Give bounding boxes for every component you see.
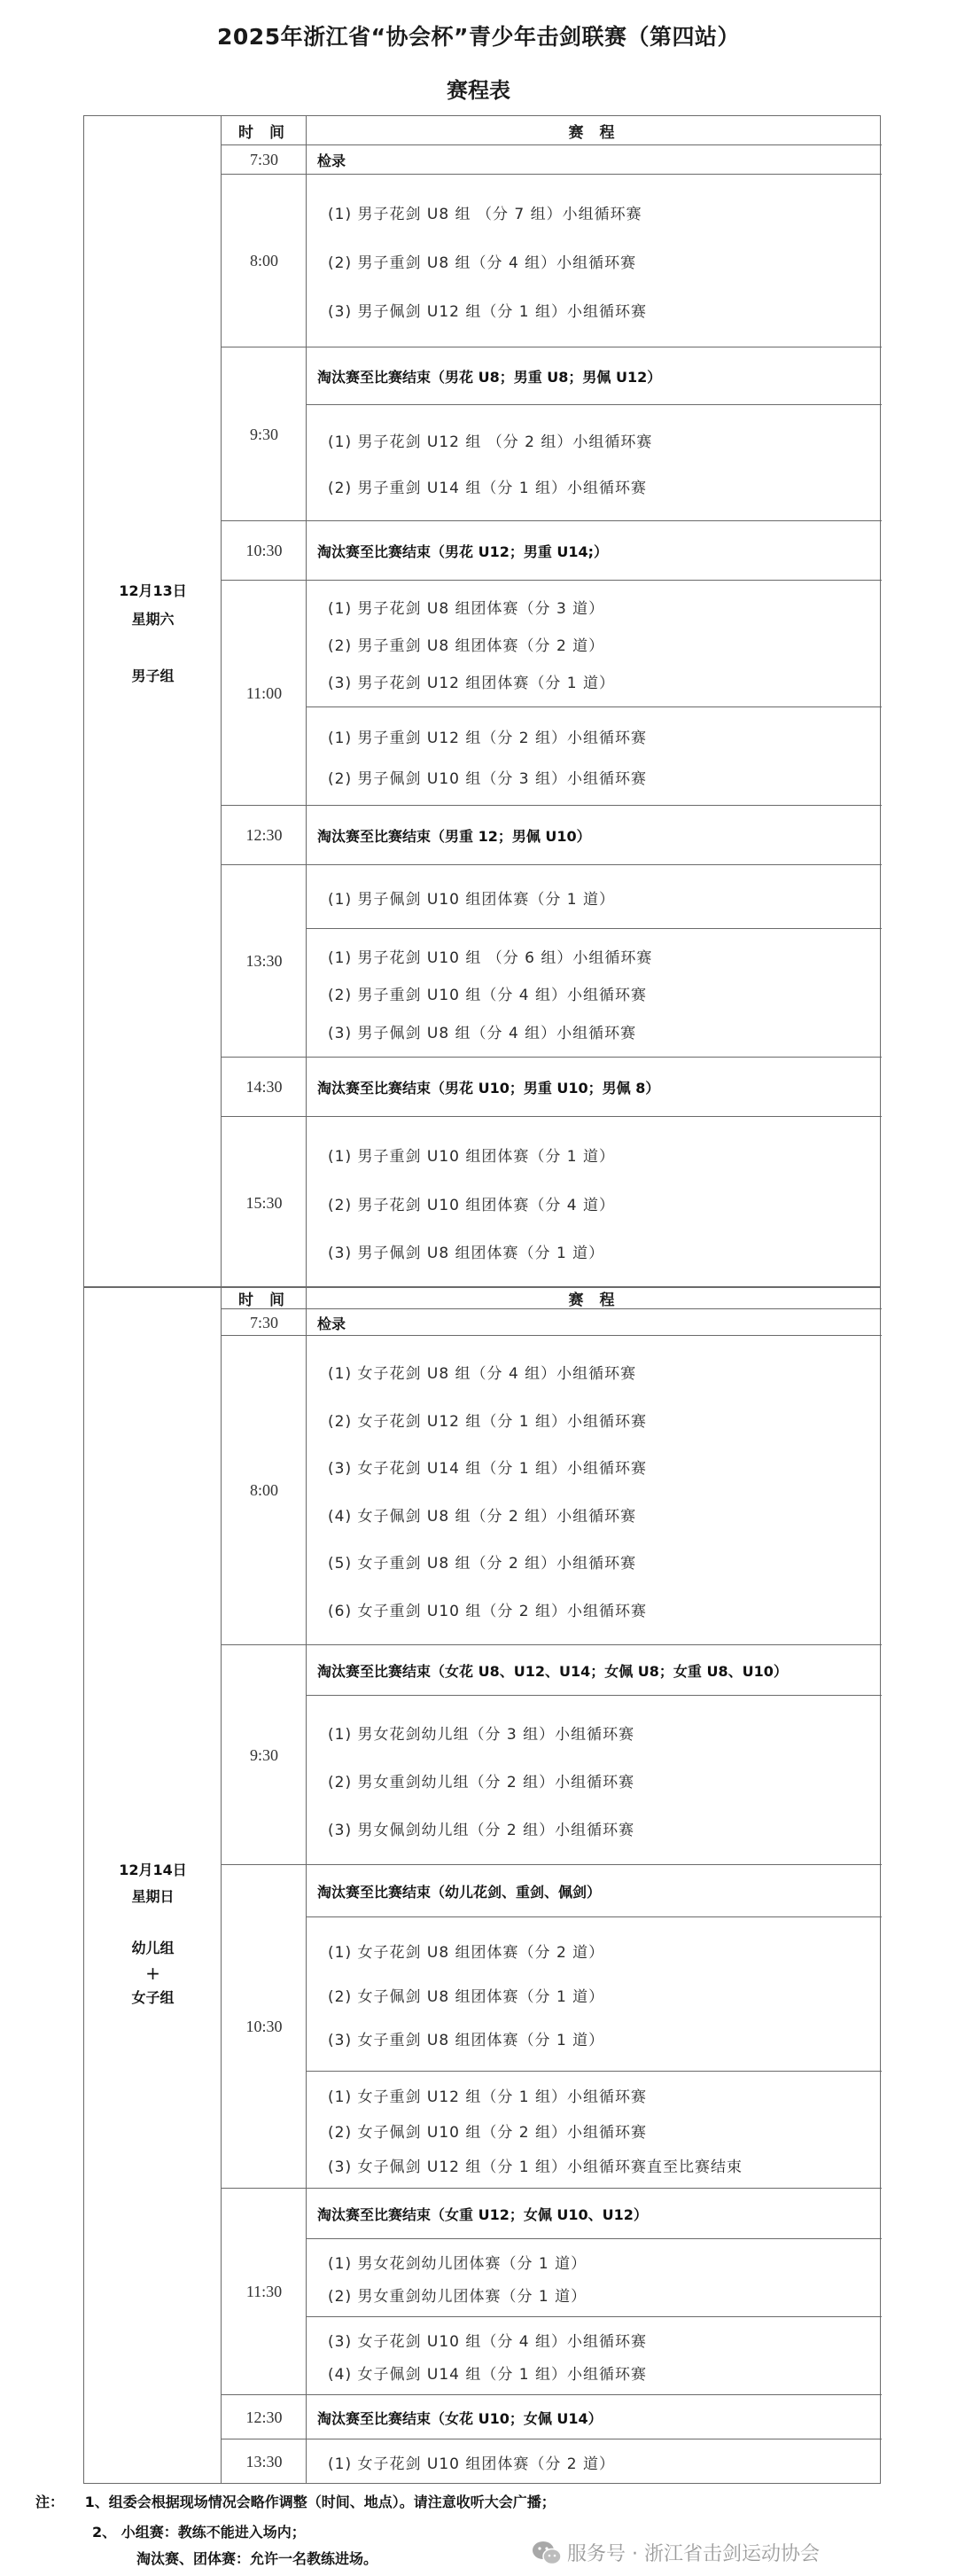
date-label-date: 12月14日 bbox=[119, 1862, 187, 1878]
knockout-text: 淘汰赛至比赛结束（幼儿花剑、重剑、佩剑） bbox=[317, 1884, 602, 1901]
event-item: (3) 女子佩剑 U12 组（分 1 组）小组循环赛直至比赛结束 bbox=[328, 2158, 743, 2176]
knockout-block bbox=[307, 2395, 882, 2439]
time-cell: 15:30 bbox=[245, 1193, 283, 1212]
event-block bbox=[307, 175, 882, 347]
event-block bbox=[307, 405, 882, 521]
knockout-text: 淘汰赛至比赛结束（男花 U10；男重 U10；男佩 8） bbox=[317, 1080, 660, 1097]
knockout-block bbox=[307, 2189, 882, 2239]
event-item: (2) 男女重剑幼儿团体赛（分 1 道） bbox=[328, 2288, 587, 2307]
event-item: (6) 女子重剑 U10 组（分 2 组）小组循环赛 bbox=[328, 1602, 647, 1620]
knockout-text: 淘汰赛至比赛结束（男重 12；男佩 U10） bbox=[317, 828, 591, 845]
knockout-text: 淘汰赛至比赛结束（女花 U10；女佩 U14） bbox=[317, 2409, 603, 2427]
watermark-text: 服务号 · 浙江省击剑运动协会 bbox=[567, 2543, 820, 2565]
date-label-weekday: 星期六 bbox=[131, 611, 175, 628]
event-item: (2) 男女重剑幼儿组（分 2 组）小组循环赛 bbox=[328, 1774, 635, 1791]
date-label-group: 男子组 bbox=[131, 667, 175, 684]
event-item: (1) 男子花剑 U8 组 （分 7 组）小组循环赛 bbox=[328, 206, 642, 223]
event-item: (2) 男子重剑 U10 组（分 4 组）小组循环赛 bbox=[328, 987, 647, 1004]
event-block bbox=[307, 1696, 882, 1865]
schedule-table-day2 bbox=[83, 1286, 881, 2484]
event-item: (2) 女子佩剑 U8 组团体赛（分 1 道） bbox=[328, 1987, 605, 2006]
time-cell: 9:30 bbox=[249, 1745, 278, 1764]
notes bbox=[35, 2491, 556, 2511]
knockout-block bbox=[307, 1865, 882, 1917]
date-label-weekday: 星期日 bbox=[131, 1888, 175, 1905]
page-subtitle: 赛程表 bbox=[447, 78, 510, 103]
wechat-icon bbox=[532, 2541, 562, 2565]
time-cell: 10:30 bbox=[245, 2018, 283, 2035]
header-time: 时 间 bbox=[238, 124, 290, 142]
event-item: (3) 男子佩剑 U12 组（分 1 组）小组循环赛 bbox=[328, 303, 647, 321]
event-item: (1) 男子花剑 U12 组 （分 2 组）小组循环赛 bbox=[328, 433, 653, 451]
sub-divider bbox=[307, 2238, 882, 2239]
event-item: (1) 女子花剑 U8 组团体赛（分 2 道） bbox=[328, 1943, 605, 1962]
note-1: 1、组委会根据现场情况会略作调整（时间、地点）。请注意收听大会广播； bbox=[84, 2494, 556, 2510]
time-cell: 11:00 bbox=[245, 683, 283, 702]
time-cell: 10:30 bbox=[245, 542, 283, 559]
header-time: 时 间 bbox=[238, 1292, 290, 1309]
time-cell: 13:30 bbox=[245, 2453, 283, 2471]
event-block bbox=[307, 1917, 882, 2072]
sub-divider bbox=[307, 928, 882, 929]
event-item: (2) 男子花剑 U10 组团体赛（分 4 道） bbox=[328, 1196, 615, 1214]
event-item: (1) 男子重剑 U10 组团体赛（分 1 道） bbox=[328, 1147, 615, 1166]
event-item: (2) 男子佩剑 U10 组（分 3 组）小组循环赛 bbox=[328, 769, 647, 788]
knockout-block bbox=[307, 521, 882, 581]
knockout-text: 检录 bbox=[317, 1315, 346, 1332]
event-item: (1) 男子花剑 U10 组 （分 6 组）小组循环赛 bbox=[328, 948, 653, 967]
event-item: (5) 女子重剑 U8 组（分 2 组）小组循环赛 bbox=[328, 1555, 637, 1573]
event-item: (1) 女子花剑 U8 组（分 4 组）小组循环赛 bbox=[328, 1365, 637, 1384]
sub-divider bbox=[307, 706, 882, 707]
time-cell: 8:00 bbox=[249, 252, 278, 269]
event-item: (1) 男子花剑 U8 组团体赛（分 3 道） bbox=[328, 600, 605, 618]
schedule-table-day1 bbox=[83, 115, 881, 1288]
knockout-block bbox=[307, 1309, 882, 1336]
sub-divider bbox=[307, 1916, 882, 1917]
time-cell: 9:30 bbox=[249, 425, 278, 443]
event-block bbox=[307, 581, 882, 707]
event-block bbox=[307, 2439, 882, 2485]
sub-divider bbox=[307, 2316, 882, 2317]
date-label-group: 幼儿组 bbox=[131, 1940, 175, 1956]
note-3: 淘汰赛、团体赛：允许一名教练进场。 bbox=[136, 2550, 378, 2567]
event-block bbox=[307, 2239, 882, 2317]
event-item: (1) 男子佩剑 U10 组团体赛（分 1 道） bbox=[328, 890, 615, 909]
knockout-text: 淘汰赛至比赛结束（女重 U12；女佩 U10、U12） bbox=[317, 2206, 648, 2223]
event-item: (2) 女子花剑 U12 组（分 1 组）小组循环赛 bbox=[328, 1412, 647, 1431]
notes-label: 注： bbox=[35, 2494, 65, 2510]
event-item: (3) 女子花剑 U10 组（分 4 组）小组循环赛 bbox=[328, 2332, 647, 2351]
knockout-text: 淘汰赛至比赛结束（男花 U8；男重 U8；男佩 U12） bbox=[317, 369, 662, 386]
date-label-group-plus: + bbox=[145, 1963, 160, 1984]
date-label-group2: 女子组 bbox=[131, 1989, 175, 2006]
event-item: (1) 女子花剑 U10 组团体赛（分 2 道） bbox=[328, 2455, 615, 2473]
event-block bbox=[307, 1117, 882, 1289]
time-cell: 12:30 bbox=[245, 826, 283, 844]
header-program: 赛 程 bbox=[568, 1292, 620, 1309]
event-block bbox=[307, 707, 882, 806]
event-item: (3) 女子花剑 U14 组（分 1 组）小组循环赛 bbox=[328, 1460, 647, 1479]
event-item: (3) 男子花剑 U12 组团体赛（分 1 道） bbox=[328, 675, 615, 692]
knockout-text: 淘汰赛至比赛结束（女花 U8、U12、U14；女佩 U8；女重 U8、U10） bbox=[317, 1663, 788, 1680]
event-block bbox=[307, 865, 882, 929]
event-item: (3) 男子佩剑 U8 组（分 4 组）小组循环赛 bbox=[328, 1024, 637, 1042]
event-block bbox=[307, 2317, 882, 2395]
event-item: (2) 女子佩剑 U10 组（分 2 组）小组循环赛 bbox=[328, 2123, 647, 2142]
date-label-date: 12月13日 bbox=[119, 582, 187, 599]
knockout-text: 检录 bbox=[317, 152, 346, 169]
knockout-block bbox=[307, 145, 882, 175]
page-title: 2025年浙江省“协会杯”青少年击剑联赛（第四站） bbox=[217, 24, 740, 50]
knockout-block bbox=[307, 1645, 882, 1696]
knockout-block bbox=[307, 347, 882, 405]
time-cell: 7:30 bbox=[249, 151, 278, 168]
event-item: (3) 女子重剑 U8 组团体赛（分 1 道） bbox=[328, 2032, 605, 2050]
event-block bbox=[307, 1336, 882, 1645]
event-item: (2) 男子重剑 U8 组（分 4 组）小组循环赛 bbox=[328, 254, 637, 272]
sub-divider bbox=[307, 404, 882, 405]
watermark bbox=[532, 2539, 820, 2566]
event-item: (4) 女子佩剑 U8 组（分 2 组）小组循环赛 bbox=[328, 1507, 637, 1526]
note-2: 2、 小组赛：教练不能进入场内； bbox=[92, 2524, 306, 2541]
event-item: (3) 男子佩剑 U8 组团体赛（分 1 道） bbox=[328, 1245, 605, 1263]
time-cell: 11:30 bbox=[245, 2283, 283, 2300]
event-item: (1) 男女花剑幼儿团体赛（分 1 道） bbox=[328, 2254, 587, 2273]
event-item: (2) 男子重剑 U14 组（分 1 组）小组循环赛 bbox=[328, 480, 647, 497]
event-item: (3) 男女佩剑幼儿组（分 2 组）小组循环赛 bbox=[328, 1822, 635, 1839]
knockout-text: 淘汰赛至比赛结束（男花 U12；男重 U14;） bbox=[317, 543, 609, 560]
time-cell: 14:30 bbox=[245, 1078, 283, 1096]
time-cell: 13:30 bbox=[245, 952, 283, 970]
time-cell: 8:00 bbox=[249, 1481, 278, 1499]
event-block bbox=[307, 2072, 882, 2189]
event-item: (1) 女子重剑 U12 组（分 1 组）小组循环赛 bbox=[328, 2088, 647, 2107]
knockout-block bbox=[307, 1058, 882, 1117]
sub-divider bbox=[307, 1695, 882, 1696]
event-item: (4) 女子佩剑 U14 组（分 1 组）小组循环赛 bbox=[328, 2366, 647, 2385]
event-item: (1) 男女花剑幼儿组（分 3 组）小组循环赛 bbox=[328, 1726, 635, 1744]
time-cell: 7:30 bbox=[249, 1313, 278, 1331]
sub-divider bbox=[307, 2071, 882, 2072]
event-block bbox=[307, 929, 882, 1058]
event-item: (2) 男子重剑 U8 组团体赛（分 2 道） bbox=[328, 637, 605, 655]
header-program: 赛 程 bbox=[568, 124, 620, 142]
time-cell: 12:30 bbox=[245, 2408, 283, 2426]
event-item: (1) 男子重剑 U12 组（分 2 组）小组循环赛 bbox=[328, 730, 647, 748]
knockout-block bbox=[307, 806, 882, 865]
